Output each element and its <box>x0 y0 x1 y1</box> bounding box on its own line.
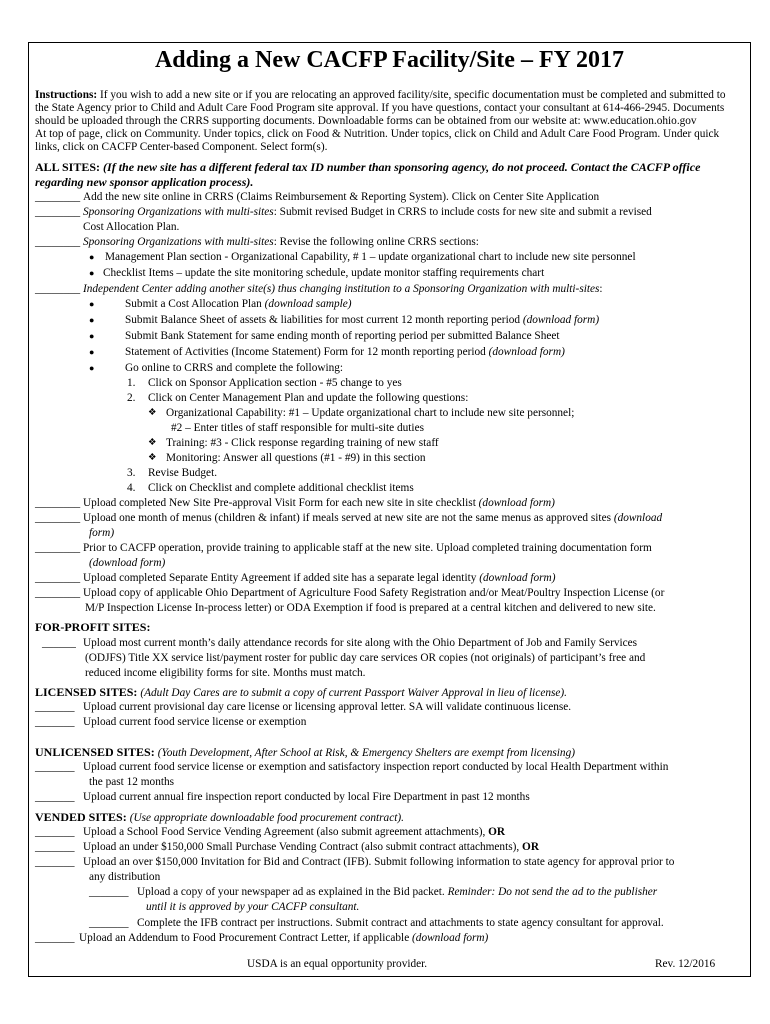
checklist-item[interactable]: ________ Upload copy of applicable Ohio Department of Agriculture Food Safety Registration and/or Meat/Poultry Inspection License (or <box>35 587 665 599</box>
download-link[interactable]: (download form) <box>89 557 166 569</box>
download-link[interactable]: (download form) <box>479 572 556 584</box>
checklist-item-cont: reduced income eligibility forms for site. Months must match. <box>85 667 366 679</box>
checklist-item[interactable]: ________ Independent Center adding another site(s) thus changing institution to a Sponsoring Organization with multi-sites: <box>35 283 603 295</box>
checklist-item[interactable]: _______ Upload an Addendum to Food Procurement Contract Letter, if applicable (download form) <box>35 932 489 944</box>
instructions-line-3: should be uploaded through the CRRS supporting documents. Downloadable forms can be obtained from our website at: www.education.ohio.gov <box>35 115 697 127</box>
checklist-item[interactable]: ________ Upload completed Separate Entity Agreement if added site has a separate legal identity (download form) <box>35 572 556 584</box>
revision-date: Rev. 12/2016 <box>655 958 716 970</box>
diamond-bullet-icon: ❖ <box>148 408 157 418</box>
diamond-text-cont: #2 – Enter titles of staff responsible for multi-site duties <box>171 422 424 434</box>
bullet-text: Statement of Activities (Income Statement) Form for 12 month reporting period (download form) <box>125 346 565 358</box>
checklist-subitem[interactable]: _______ Upload a copy of your newspaper ad as explained in the Bid packet. Reminder: Do not send the ad to the publisher <box>89 886 658 898</box>
usda-statement: USDA is an equal opportunity provider. <box>247 958 428 970</box>
bullet-icon: ● <box>89 315 95 325</box>
checklist-item[interactable]: ________ Sponsoring Organizations with multi-sites: Submit revised Budget in CRRS to include costs for new site and submit a revised <box>35 206 652 218</box>
diamond-bullet-icon: ❖ <box>148 438 157 448</box>
checklist-item[interactable]: _______ Upload an under $150,000 Small Purchase Vending Contract (also submit contract attachments), OR <box>35 841 539 853</box>
bullet-text: Submit Bank Statement for same ending month of reporting period per submitted Balance Sheet <box>125 330 560 342</box>
checklist-item[interactable]: ________ Upload one month of menus (children & infant) if meals served at new site are not the same menus as approved sites (download <box>35 512 663 524</box>
checklist-item[interactable]: ______ Upload most current month’s daily attendance records for site along with the Ohio Department of Job and Family Services <box>42 637 638 649</box>
bullet-icon: ● <box>89 252 95 262</box>
checklist-item[interactable]: ________ Upload completed New Site Pre-approval Visit Form for each new site in site checklist (download form) <box>35 497 555 509</box>
all-sites-note: regarding new sponsor application process). <box>35 175 254 189</box>
checklist-item[interactable]: _______ Upload an over $150,000 Invitation for Bid and Contract (IFB). Submit following information to state agency for approval prior to <box>35 856 675 868</box>
step-number: 3. <box>127 467 136 479</box>
all-sites-heading-line: ALL SITES: (If the new site has a different federal tax ID number than sponsoring agency, do not proceed. Contact the CACFP office <box>35 160 701 174</box>
instructions-line-4: At top of page, click on Community. Under topics, click on Food & Nutrition. Under topics, click on Child and Adult Care Food Program. Under quick <box>35 128 720 140</box>
checklist-item-cont: M/P Inspection License In-process letter) or ODA Exemption if food is prepared at a central kitchen and delivered to new site. <box>85 602 656 614</box>
bullet-text: Submit Balance Sheet of assets & liabilities for most current 12 month reporting period (download form) <box>125 314 600 326</box>
checklist-item[interactable]: ________ Add the new site online in CRRS (Claims Reimbursement & Reporting System). Click on Center Site Application <box>35 191 600 203</box>
instructions-line-1: Instructions: If you wish to add a new site or if you are relocating an approved facility/site, specific documentation must be completed and submitted to <box>35 89 726 101</box>
vended-heading-line: VENDED SITES: (Use appropriate downloadable food procurement contract). <box>35 810 404 824</box>
bullet-text: Submit a Cost Allocation Plan (download sample) <box>125 298 352 310</box>
bullet-icon: ● <box>89 268 95 278</box>
checklist-item[interactable]: _______ Upload current food service license or exemption and satisfactory inspection report conducted by local Health Department within <box>35 761 669 773</box>
step-text: Click on Sponsor Application section - #5 change to yes <box>148 377 402 389</box>
checklist-item-cont: (ODJFS) Title XX service list/payment roster for public day care services OR copies (not originals) of participant’s free and <box>85 652 646 664</box>
checklist-subitem[interactable]: _______ Complete the IFB contract per instructions. Submit contract and attachments to state agency consultant for approval. <box>89 917 664 929</box>
download-link[interactable]: (download form) <box>522 314 600 326</box>
checklist-item[interactable]: ________ Prior to CACFP operation, provide training to applicable staff at the new site. Upload completed training documentation form <box>35 542 652 554</box>
licensed-heading-line: LICENSED SITES: (Adult Day Cares are to submit a copy of current Passport Waiver Approval in lieu of license). <box>35 685 567 699</box>
download-link[interactable]: (download sample) <box>264 298 352 310</box>
bullet-icon: ● <box>89 331 95 341</box>
bullet-text: Go online to CRRS and complete the following: <box>125 362 344 374</box>
checklist-item-cont: any distribution <box>89 871 161 883</box>
page-title: Adding a New CACFP Facility/Site – FY 2017 <box>154 47 625 73</box>
diamond-bullet-icon: ❖ <box>148 453 157 463</box>
checklist-item[interactable]: ________ Sponsoring Organizations with multi-sites: Revise the following online CRRS sections: <box>35 236 479 248</box>
download-link[interactable]: (download form) <box>412 932 489 944</box>
diamond-text: Monitoring: Answer all questions (#1 - #9) in this section <box>166 452 426 464</box>
step-number: 4. <box>127 482 136 494</box>
bullet-text: Checklist Items – update the site monitoring schedule, update monitor staffing requirements chart <box>103 267 545 279</box>
download-link[interactable]: form) <box>89 527 115 539</box>
checklist-item[interactable]: _______ Upload current provisional day care license or licensing approval letter. SA will validate continuous license. <box>35 701 572 713</box>
instructions-line-5: links, click on CACFP Center-based Component. Select form(s). <box>35 141 328 153</box>
download-link[interactable]: (download form) <box>478 497 555 509</box>
step-number: 2. <box>127 392 136 404</box>
step-text: Revise Budget. <box>148 467 218 479</box>
checklist-item-cont: the past 12 months <box>89 776 175 788</box>
step-text: Click on Center Management Plan and update the following questions: <box>148 392 469 404</box>
diamond-text: Organizational Capability: #1 – Update organizational chart to include new site personnel; <box>166 407 575 419</box>
download-link[interactable]: (download form) <box>488 346 565 358</box>
instructions-line-2: the State Agency prior to Child and Adult Care Food Program site approval. If you have questions, contact your consultant at 614-466-2945. Documents <box>35 102 725 114</box>
for-profit-heading: FOR-PROFIT SITES: <box>35 620 151 634</box>
download-link[interactable]: (download <box>613 512 663 524</box>
checklist-item-cont: Cost Allocation Plan. <box>83 221 180 233</box>
checklist-item[interactable]: _______ Upload a School Food Service Vending Agreement (also submit agreement attachments), OR <box>35 826 506 838</box>
unlicensed-heading-line: UNLICENSED SITES: (Youth Development, After School at Risk, & Emergency Shelters are exempt from licensing) <box>35 745 575 759</box>
checklist-item[interactable]: _______ Upload current food service license or exemption <box>35 716 307 728</box>
bullet-icon: ● <box>89 299 95 309</box>
bullet-icon: ● <box>89 363 95 373</box>
step-text: Click on Checklist and complete additional checklist items <box>148 482 414 494</box>
step-number: 1. <box>127 377 136 389</box>
reminder-cont: until it is approved by your CACFP consultant. <box>146 901 360 913</box>
checklist-item[interactable]: _______ Upload current annual fire inspection report conducted by local Fire Department in past 12 months <box>35 791 530 803</box>
diamond-text: Training: #3 - Click response regarding training of new staff <box>166 437 439 449</box>
bullet-icon: ● <box>89 347 95 357</box>
bullet-text: Management Plan section - Organizational Capability, # 1 – update organizational chart to include new site personnel <box>105 251 636 263</box>
